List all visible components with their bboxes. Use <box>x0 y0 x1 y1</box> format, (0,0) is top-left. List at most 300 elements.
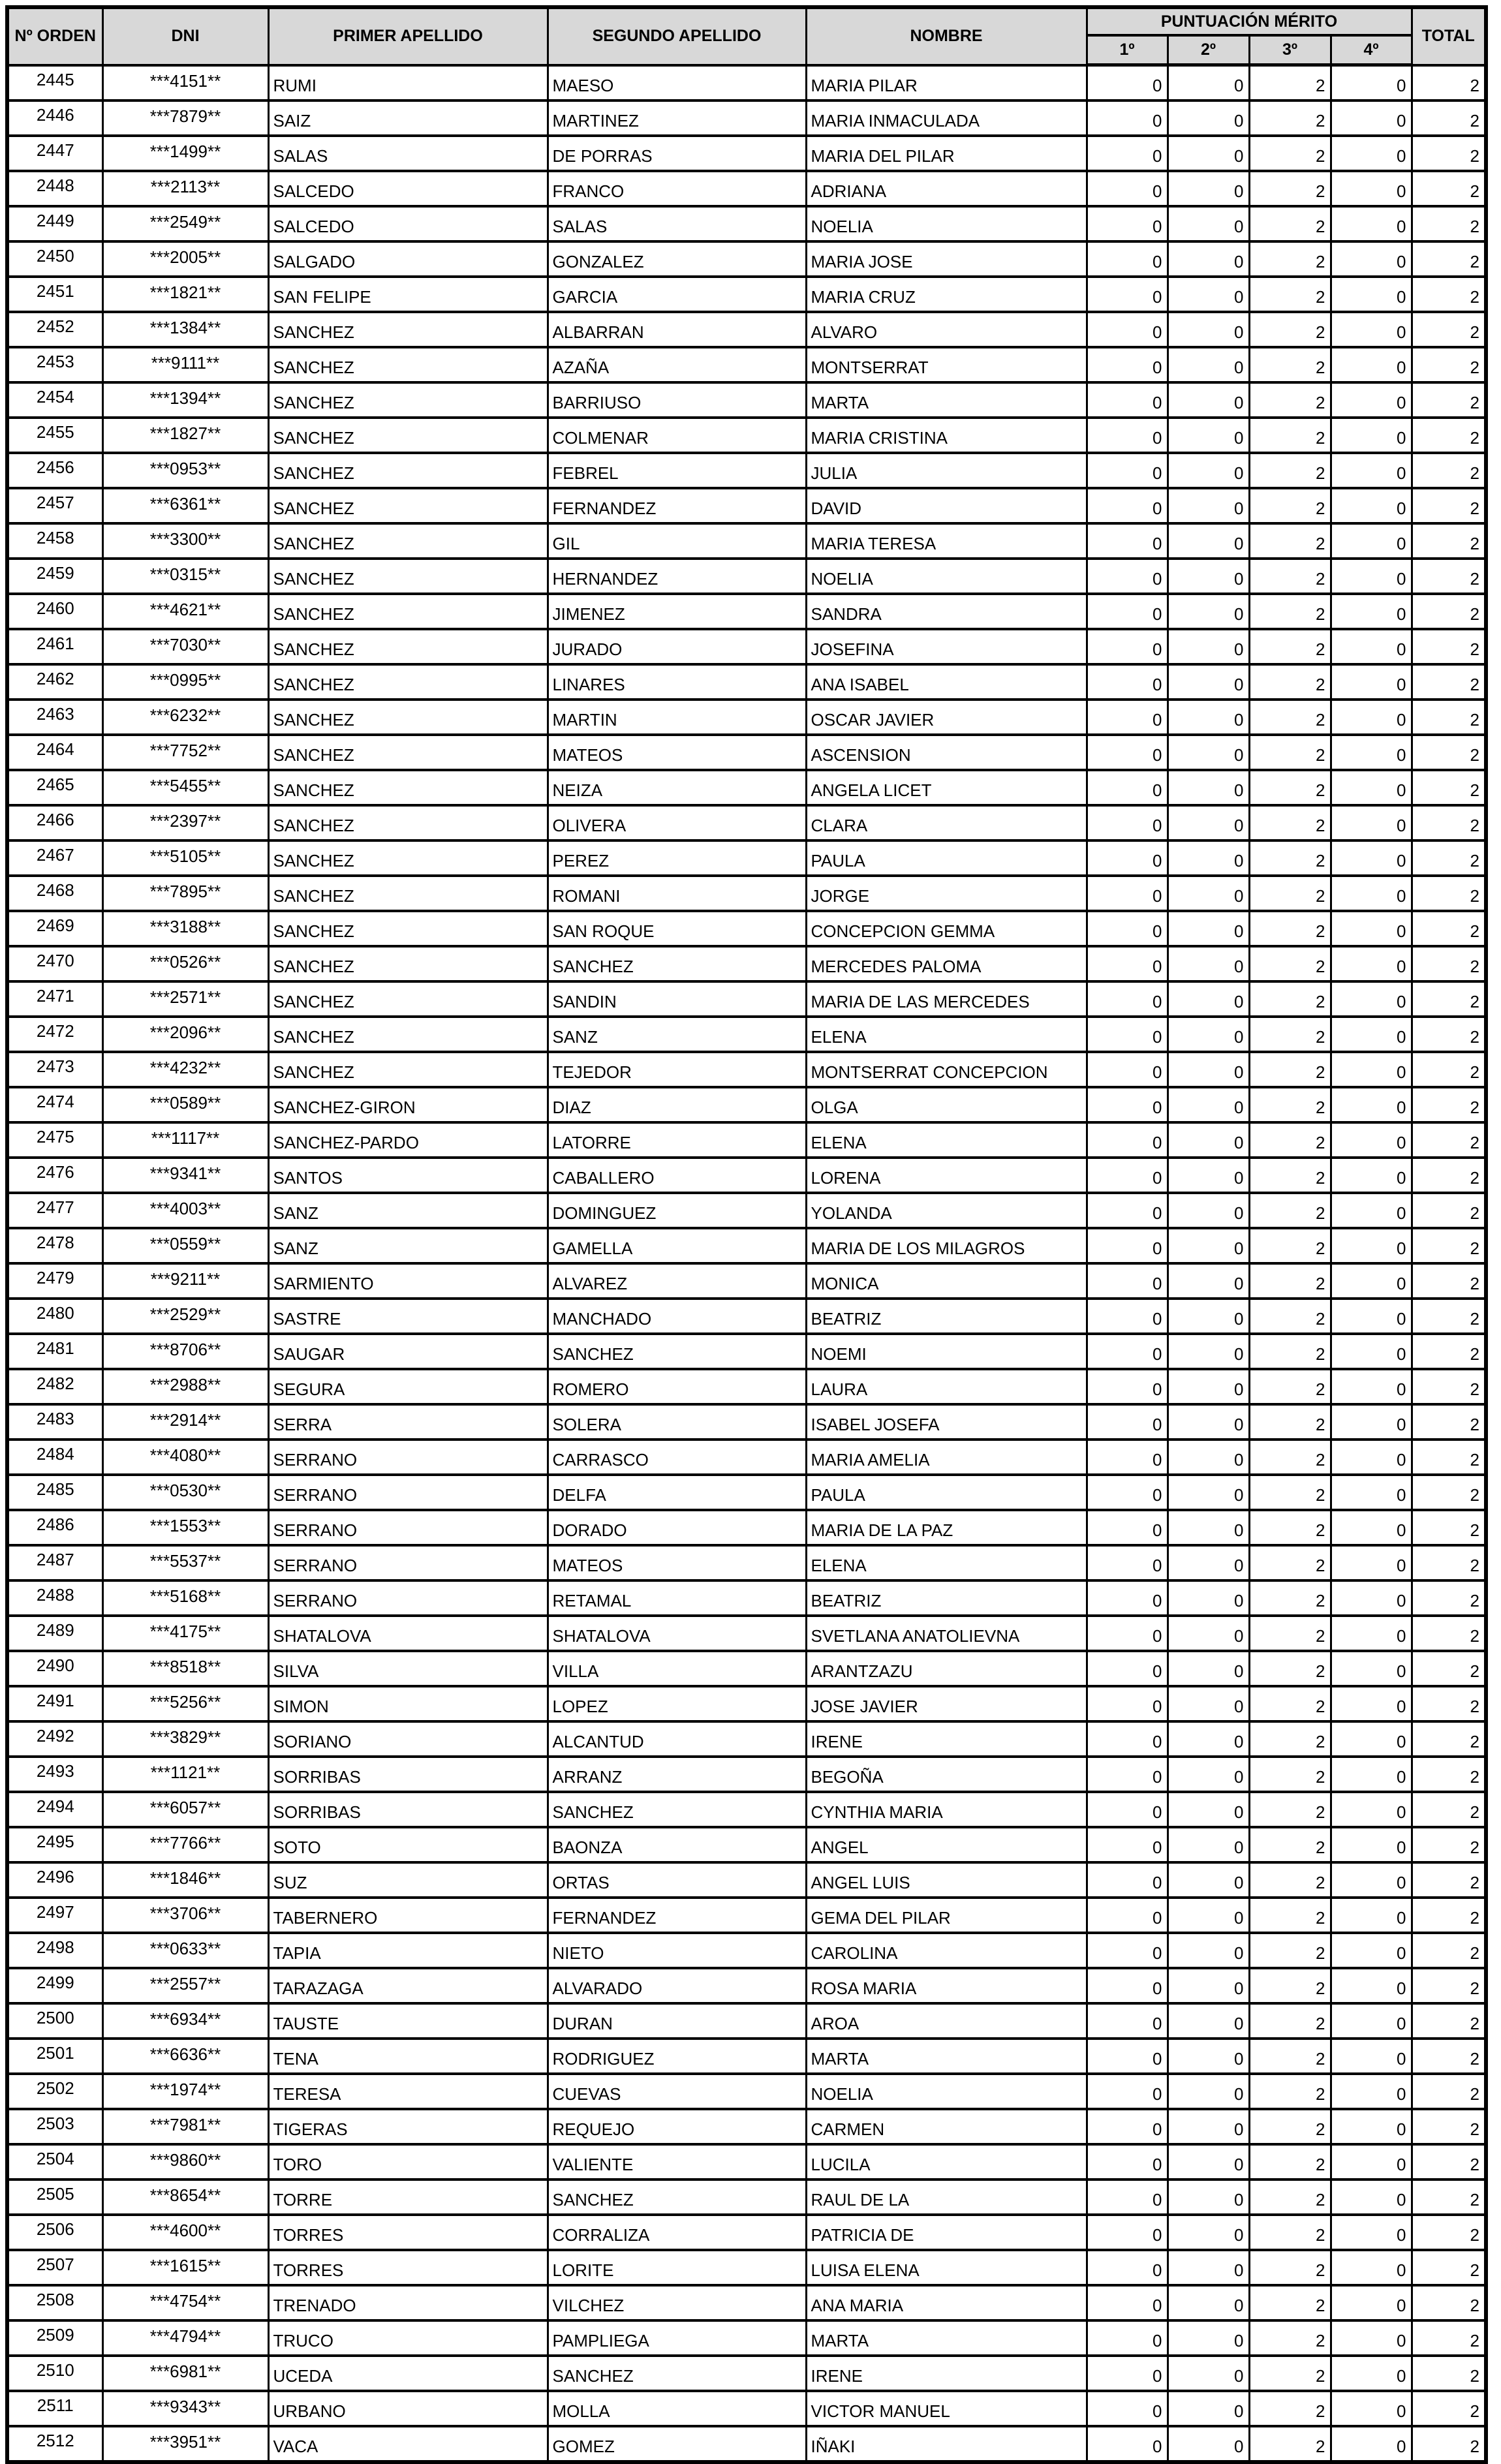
cell-dni: ***4151** <box>102 65 268 100</box>
cell-dni: ***2005** <box>102 241 268 277</box>
cell-nombre: MONTSERRAT <box>806 347 1087 382</box>
cell-dni: ***0633** <box>102 1933 268 1968</box>
cell-merito-4: 0 <box>1331 1017 1412 1052</box>
cell-primer-apellido: SANCHEZ <box>268 700 548 735</box>
cell-merito-3: 2 <box>1249 1369 1331 1404</box>
cell-orden: 2460 <box>7 594 102 629</box>
cell-primer-apellido: SANZ <box>268 1193 548 1228</box>
cell-primer-apellido: TAPIA <box>268 1933 548 1968</box>
table-row <box>7 418 1486 453</box>
cell-merito-3: 2 <box>1249 1087 1331 1122</box>
cell-dni: ***4175** <box>102 1616 268 1651</box>
cell-dni: ***7981** <box>102 2109 268 2144</box>
cell-merito-4: 0 <box>1331 277 1412 312</box>
cell-merito-2: 0 <box>1168 1827 1249 1862</box>
cell-orden: 2468 <box>7 876 102 911</box>
cell-primer-apellido: TRUCO <box>268 2320 548 2356</box>
cell-merito-2: 0 <box>1168 453 1249 488</box>
cell-dni: ***2557** <box>102 1968 268 2003</box>
cell-primer-apellido: VACA <box>268 2426 548 2462</box>
cell-orden: 2474 <box>7 1087 102 1122</box>
cell-nombre: ASCENSION <box>806 735 1087 770</box>
cell-total: 2 <box>1412 488 1486 523</box>
cell-total: 2 <box>1412 1299 1486 1334</box>
cell-nombre: NOELIA <box>806 206 1087 241</box>
table-row <box>7 700 1486 735</box>
cell-primer-apellido: SALCEDO <box>268 206 548 241</box>
cell-merito-3: 2 <box>1249 382 1331 418</box>
cell-segundo-apellido: MOLLA <box>548 2391 806 2426</box>
cell-merito-3: 2 <box>1249 876 1331 911</box>
cell-primer-apellido: SANCHEZ <box>268 840 548 876</box>
merit-score-table <box>5 5 1488 2464</box>
cell-primer-apellido: SANCHEZ <box>268 911 548 946</box>
cell-total: 2 <box>1412 664 1486 700</box>
table-row <box>7 1721 1486 1757</box>
cell-orden: 2484 <box>7 1440 102 1475</box>
cell-merito-4: 0 <box>1331 523 1412 559</box>
cell-merito-2: 0 <box>1168 2391 1249 2426</box>
cell-merito-1: 0 <box>1087 1334 1168 1369</box>
cell-total: 2 <box>1412 277 1486 312</box>
cell-orden: 2501 <box>7 2039 102 2074</box>
cell-merito-1: 0 <box>1087 65 1168 100</box>
cell-merito-3: 2 <box>1249 770 1331 805</box>
cell-total: 2 <box>1412 2356 1486 2391</box>
cell-merito-2: 0 <box>1168 981 1249 1017</box>
cell-merito-2: 0 <box>1168 382 1249 418</box>
cell-merito-1: 0 <box>1087 1510 1168 1545</box>
cell-orden: 2457 <box>7 488 102 523</box>
cell-total: 2 <box>1412 559 1486 594</box>
cell-merito-2: 0 <box>1168 840 1249 876</box>
cell-primer-apellido: TORRE <box>268 2179 548 2215</box>
cell-merito-1: 0 <box>1087 700 1168 735</box>
cell-orden: 2467 <box>7 840 102 876</box>
cell-orden: 2491 <box>7 1686 102 1721</box>
cell-segundo-apellido: GONZALEZ <box>548 241 806 277</box>
cell-orden: 2476 <box>7 1158 102 1193</box>
cell-primer-apellido: TORRES <box>268 2250 548 2285</box>
cell-dni: ***1117** <box>102 1122 268 1158</box>
table-row <box>7 347 1486 382</box>
cell-orden: 2510 <box>7 2356 102 2391</box>
cell-nombre: ADRIANA <box>806 171 1087 206</box>
cell-orden: 2490 <box>7 1651 102 1686</box>
cell-merito-3: 2 <box>1249 1545 1331 1580</box>
cell-merito-2: 0 <box>1168 1158 1249 1193</box>
cell-orden: 2473 <box>7 1052 102 1087</box>
cell-total: 2 <box>1412 1651 1486 1686</box>
cell-merito-2: 0 <box>1168 1440 1249 1475</box>
table-row <box>7 100 1486 136</box>
cell-merito-1: 0 <box>1087 1299 1168 1334</box>
cell-segundo-apellido: JURADO <box>548 629 806 664</box>
cell-primer-apellido: SANCHEZ <box>268 418 548 453</box>
cell-total: 2 <box>1412 1933 1486 1968</box>
cell-total: 2 <box>1412 418 1486 453</box>
cell-segundo-apellido: BARRIUSO <box>548 382 806 418</box>
cell-orden: 2451 <box>7 277 102 312</box>
cell-nombre: MARIA AMELIA <box>806 1440 1087 1475</box>
cell-primer-apellido: SANCHEZ <box>268 664 548 700</box>
cell-merito-4: 0 <box>1331 1510 1412 1545</box>
cell-merito-2: 0 <box>1168 735 1249 770</box>
cell-dni: ***2988** <box>102 1369 268 1404</box>
cell-dni: ***7879** <box>102 100 268 136</box>
cell-merito-4: 0 <box>1331 1404 1412 1440</box>
cell-merito-2: 0 <box>1168 770 1249 805</box>
cell-merito-3: 2 <box>1249 2179 1331 2215</box>
table-row <box>7 1651 1486 1686</box>
table-row <box>7 2426 1486 2462</box>
cell-total: 2 <box>1412 700 1486 735</box>
cell-orden: 2464 <box>7 735 102 770</box>
cell-primer-apellido: SANCHEZ-PARDO <box>268 1122 548 1158</box>
cell-segundo-apellido: SANCHEZ <box>548 2179 806 2215</box>
cell-merito-3: 2 <box>1249 1933 1331 1968</box>
cell-total: 2 <box>1412 1404 1486 1440</box>
cell-merito-3: 2 <box>1249 206 1331 241</box>
cell-segundo-apellido: DE PORRAS <box>548 136 806 171</box>
cell-merito-2: 0 <box>1168 488 1249 523</box>
cell-merito-3: 2 <box>1249 911 1331 946</box>
table-row <box>7 241 1486 277</box>
cell-merito-4: 0 <box>1331 629 1412 664</box>
cell-primer-apellido: RUMI <box>268 65 548 100</box>
cell-nombre: SANDRA <box>806 594 1087 629</box>
cell-dni: ***1827** <box>102 418 268 453</box>
cell-merito-2: 0 <box>1168 1334 1249 1369</box>
cell-merito-2: 0 <box>1168 2109 1249 2144</box>
cell-total: 2 <box>1412 2109 1486 2144</box>
cell-dni: ***6232** <box>102 700 268 735</box>
table-row <box>7 2074 1486 2109</box>
cell-nombre: GEMA DEL PILAR <box>806 1898 1087 1933</box>
cell-merito-1: 0 <box>1087 2250 1168 2285</box>
cell-segundo-apellido: JIMENEZ <box>548 594 806 629</box>
table-row <box>7 1369 1486 1404</box>
cell-nombre: BEGOÑA <box>806 1757 1087 1792</box>
cell-primer-apellido: TARAZAGA <box>268 1968 548 2003</box>
cell-merito-4: 0 <box>1331 2144 1412 2179</box>
cell-total: 2 <box>1412 876 1486 911</box>
cell-merito-2: 0 <box>1168 1017 1249 1052</box>
cell-segundo-apellido: SANZ <box>548 1017 806 1052</box>
cell-segundo-apellido: CARRASCO <box>548 1440 806 1475</box>
cell-primer-apellido: SERRANO <box>268 1440 548 1475</box>
cell-merito-2: 0 <box>1168 1651 1249 1686</box>
cell-merito-2: 0 <box>1168 171 1249 206</box>
cell-merito-1: 0 <box>1087 1933 1168 1968</box>
cell-primer-apellido: SALGADO <box>268 241 548 277</box>
cell-total: 2 <box>1412 911 1486 946</box>
cell-total: 2 <box>1412 65 1486 100</box>
cell-merito-3: 2 <box>1249 2039 1331 2074</box>
cell-primer-apellido: SALAS <box>268 136 548 171</box>
cell-segundo-apellido: DORADO <box>548 1510 806 1545</box>
cell-dni: ***2113** <box>102 171 268 206</box>
cell-dni: ***4600** <box>102 2215 268 2250</box>
table-row <box>7 1193 1486 1228</box>
cell-dni: ***1499** <box>102 136 268 171</box>
header-primer-apellido: PRIMER APELLIDO <box>268 7 548 65</box>
table-row <box>7 1862 1486 1898</box>
table-row <box>7 523 1486 559</box>
cell-merito-3: 2 <box>1249 2250 1331 2285</box>
cell-dni: ***2549** <box>102 206 268 241</box>
cell-orden: 2483 <box>7 1404 102 1440</box>
cell-merito-4: 0 <box>1331 2426 1412 2462</box>
cell-total: 2 <box>1412 1757 1486 1792</box>
cell-merito-1: 0 <box>1087 946 1168 981</box>
cell-merito-4: 0 <box>1331 1968 1412 2003</box>
header-total: TOTAL <box>1412 7 1486 65</box>
header-puntuacion-merito: PUNTUACIÓN MÉRITO <box>1087 7 1412 35</box>
table-row <box>7 1475 1486 1510</box>
cell-merito-4: 0 <box>1331 1299 1412 1334</box>
cell-total: 2 <box>1412 1792 1486 1827</box>
cell-dni: ***7766** <box>102 1827 268 1862</box>
table-row <box>7 65 1486 100</box>
cell-dni: ***4621** <box>102 594 268 629</box>
cell-merito-4: 0 <box>1331 664 1412 700</box>
cell-merito-2: 0 <box>1168 559 1249 594</box>
cell-merito-1: 0 <box>1087 911 1168 946</box>
cell-primer-apellido: SERRANO <box>268 1580 548 1616</box>
cell-merito-1: 0 <box>1087 488 1168 523</box>
cell-merito-4: 0 <box>1331 2109 1412 2144</box>
cell-merito-4: 0 <box>1331 1263 1412 1299</box>
cell-nombre: JOSE JAVIER <box>806 1686 1087 1721</box>
cell-merito-2: 0 <box>1168 1087 1249 1122</box>
cell-segundo-apellido: NIETO <box>548 1933 806 1968</box>
table-row <box>7 629 1486 664</box>
cell-merito-3: 2 <box>1249 594 1331 629</box>
cell-orden: 2466 <box>7 805 102 840</box>
cell-merito-4: 0 <box>1331 1369 1412 1404</box>
cell-merito-1: 0 <box>1087 1616 1168 1651</box>
cell-merito-4: 0 <box>1331 1545 1412 1580</box>
cell-merito-2: 0 <box>1168 241 1249 277</box>
cell-dni: ***4232** <box>102 1052 268 1087</box>
cell-dni: ***3951** <box>102 2426 268 2462</box>
table-row <box>7 840 1486 876</box>
table-row <box>7 664 1486 700</box>
cell-merito-3: 2 <box>1249 171 1331 206</box>
cell-segundo-apellido: FRANCO <box>548 171 806 206</box>
cell-nombre: NOELIA <box>806 2074 1087 2109</box>
cell-merito-2: 0 <box>1168 100 1249 136</box>
cell-merito-3: 2 <box>1249 453 1331 488</box>
cell-primer-apellido: TAUSTE <box>268 2003 548 2039</box>
cell-merito-1: 0 <box>1087 1827 1168 1862</box>
cell-nombre: LUISA ELENA <box>806 2250 1087 2285</box>
cell-nombre: MONTSERRAT CONCEPCION <box>806 1052 1087 1087</box>
cell-merito-2: 0 <box>1168 2215 1249 2250</box>
cell-dni: ***3188** <box>102 911 268 946</box>
cell-dni: ***0559** <box>102 1228 268 1263</box>
cell-merito-4: 0 <box>1331 206 1412 241</box>
cell-dni: ***5455** <box>102 770 268 805</box>
table-row <box>7 277 1486 312</box>
cell-total: 2 <box>1412 1369 1486 1404</box>
cell-merito-1: 0 <box>1087 2285 1168 2320</box>
cell-orden: 2455 <box>7 418 102 453</box>
cell-segundo-apellido: MATEOS <box>548 1545 806 1580</box>
cell-nombre: IRENE <box>806 1721 1087 1757</box>
cell-segundo-apellido: ALVARADO <box>548 1968 806 2003</box>
table-row <box>7 1686 1486 1721</box>
cell-merito-3: 2 <box>1249 1827 1331 1862</box>
cell-merito-2: 0 <box>1168 876 1249 911</box>
cell-primer-apellido: SAUGAR <box>268 1334 548 1369</box>
cell-merito-4: 0 <box>1331 1686 1412 1721</box>
cell-segundo-apellido: RODRIGUEZ <box>548 2039 806 2074</box>
cell-nombre: ANGEL LUIS <box>806 1862 1087 1898</box>
cell-merito-2: 0 <box>1168 206 1249 241</box>
cell-segundo-apellido: DOMINGUEZ <box>548 1193 806 1228</box>
table-row <box>7 136 1486 171</box>
cell-primer-apellido: SILVA <box>268 1651 548 1686</box>
cell-nombre: IÑAKI <box>806 2426 1087 2462</box>
cell-dni: ***0953** <box>102 453 268 488</box>
cell-merito-2: 0 <box>1168 594 1249 629</box>
cell-total: 2 <box>1412 523 1486 559</box>
cell-merito-4: 0 <box>1331 1475 1412 1510</box>
cell-merito-4: 0 <box>1331 1334 1412 1369</box>
cell-orden: 2500 <box>7 2003 102 2039</box>
cell-merito-2: 0 <box>1168 700 1249 735</box>
cell-dni: ***1121** <box>102 1757 268 1792</box>
cell-total: 2 <box>1412 1827 1486 1862</box>
cell-nombre: MARTA <box>806 2039 1087 2074</box>
cell-merito-3: 2 <box>1249 1158 1331 1193</box>
cell-dni: ***9341** <box>102 1158 268 1193</box>
cell-total: 2 <box>1412 453 1486 488</box>
cell-orden: 2507 <box>7 2250 102 2285</box>
cell-merito-4: 0 <box>1331 241 1412 277</box>
cell-orden: 2487 <box>7 1545 102 1580</box>
cell-orden: 2504 <box>7 2144 102 2179</box>
cell-dni: ***2096** <box>102 1017 268 1052</box>
cell-merito-1: 0 <box>1087 2179 1168 2215</box>
cell-merito-2: 0 <box>1168 1052 1249 1087</box>
cell-primer-apellido: SAIZ <box>268 100 548 136</box>
cell-total: 2 <box>1412 1228 1486 1263</box>
cell-merito-3: 2 <box>1249 1580 1331 1616</box>
cell-orden: 2449 <box>7 206 102 241</box>
cell-merito-1: 0 <box>1087 100 1168 136</box>
cell-primer-apellido: SERRA <box>268 1404 548 1440</box>
cell-merito-3: 2 <box>1249 1263 1331 1299</box>
cell-primer-apellido: SANCHEZ-GIRON <box>268 1087 548 1122</box>
cell-primer-apellido: SANCHEZ <box>268 1052 548 1087</box>
cell-total: 2 <box>1412 1334 1486 1369</box>
cell-merito-1: 0 <box>1087 629 1168 664</box>
cell-segundo-apellido: LORITE <box>548 2250 806 2285</box>
cell-nombre: ISABEL JOSEFA <box>806 1404 1087 1440</box>
cell-merito-1: 0 <box>1087 1017 1168 1052</box>
cell-merito-2: 0 <box>1168 347 1249 382</box>
cell-merito-3: 2 <box>1249 347 1331 382</box>
cell-segundo-apellido: MARTIN <box>548 700 806 735</box>
cell-dni: ***0315** <box>102 559 268 594</box>
cell-nombre: BEATRIZ <box>806 1580 1087 1616</box>
cell-total: 2 <box>1412 2215 1486 2250</box>
table-row <box>7 1933 1486 1968</box>
cell-orden: 2499 <box>7 1968 102 2003</box>
cell-dni: ***4754** <box>102 2285 268 2320</box>
cell-total: 2 <box>1412 312 1486 347</box>
cell-total: 2 <box>1412 840 1486 876</box>
table-row <box>7 1299 1486 1334</box>
cell-merito-3: 2 <box>1249 1228 1331 1263</box>
cell-total: 2 <box>1412 2285 1486 2320</box>
cell-orden: 2512 <box>7 2426 102 2462</box>
table-row <box>7 1792 1486 1827</box>
cell-orden: 2480 <box>7 1299 102 1334</box>
cell-merito-1: 0 <box>1087 206 1168 241</box>
table-row <box>7 1122 1486 1158</box>
cell-orden: 2469 <box>7 911 102 946</box>
cell-primer-apellido: SANCHEZ <box>268 312 548 347</box>
cell-primer-apellido: TRENADO <box>268 2285 548 2320</box>
cell-segundo-apellido: VILCHEZ <box>548 2285 806 2320</box>
cell-merito-3: 2 <box>1249 488 1331 523</box>
cell-primer-apellido: SORIANO <box>268 1721 548 1757</box>
cell-merito-3: 2 <box>1249 946 1331 981</box>
cell-segundo-apellido: LATORRE <box>548 1122 806 1158</box>
cell-merito-4: 0 <box>1331 594 1412 629</box>
cell-merito-2: 0 <box>1168 1545 1249 1580</box>
cell-orden: 2498 <box>7 1933 102 1968</box>
cell-merito-2: 0 <box>1168 2426 1249 2462</box>
cell-merito-4: 0 <box>1331 876 1412 911</box>
cell-orden: 2508 <box>7 2285 102 2320</box>
cell-merito-3: 2 <box>1249 700 1331 735</box>
cell-segundo-apellido: BAONZA <box>548 1827 806 1862</box>
table-row <box>7 1052 1486 1087</box>
cell-merito-4: 0 <box>1331 1651 1412 1686</box>
cell-nombre: MARIA CRISTINA <box>806 418 1087 453</box>
cell-segundo-apellido: DURAN <box>548 2003 806 2039</box>
cell-primer-apellido: SASTRE <box>268 1299 548 1334</box>
cell-dni: ***8654** <box>102 2179 268 2215</box>
table-row <box>7 1228 1486 1263</box>
cell-segundo-apellido: COLMENAR <box>548 418 806 453</box>
cell-merito-4: 0 <box>1331 1616 1412 1651</box>
cell-segundo-apellido: PAMPLIEGA <box>548 2320 806 2356</box>
cell-merito-3: 2 <box>1249 1440 1331 1475</box>
cell-merito-4: 0 <box>1331 1827 1412 1862</box>
table-row <box>7 559 1486 594</box>
table-row <box>7 206 1486 241</box>
table-row <box>7 1898 1486 1933</box>
cell-dni: ***6981** <box>102 2356 268 2391</box>
cell-merito-4: 0 <box>1331 981 1412 1017</box>
cell-merito-1: 0 <box>1087 1721 1168 1757</box>
cell-dni: ***2529** <box>102 1299 268 1334</box>
cell-merito-3: 2 <box>1249 559 1331 594</box>
cell-nombre: NOEMI <box>806 1334 1087 1369</box>
cell-total: 2 <box>1412 2003 1486 2039</box>
table-row <box>7 382 1486 418</box>
cell-segundo-apellido: SAN ROQUE <box>548 911 806 946</box>
cell-total: 2 <box>1412 382 1486 418</box>
cell-nombre: ELENA <box>806 1017 1087 1052</box>
cell-merito-2: 0 <box>1168 2250 1249 2285</box>
